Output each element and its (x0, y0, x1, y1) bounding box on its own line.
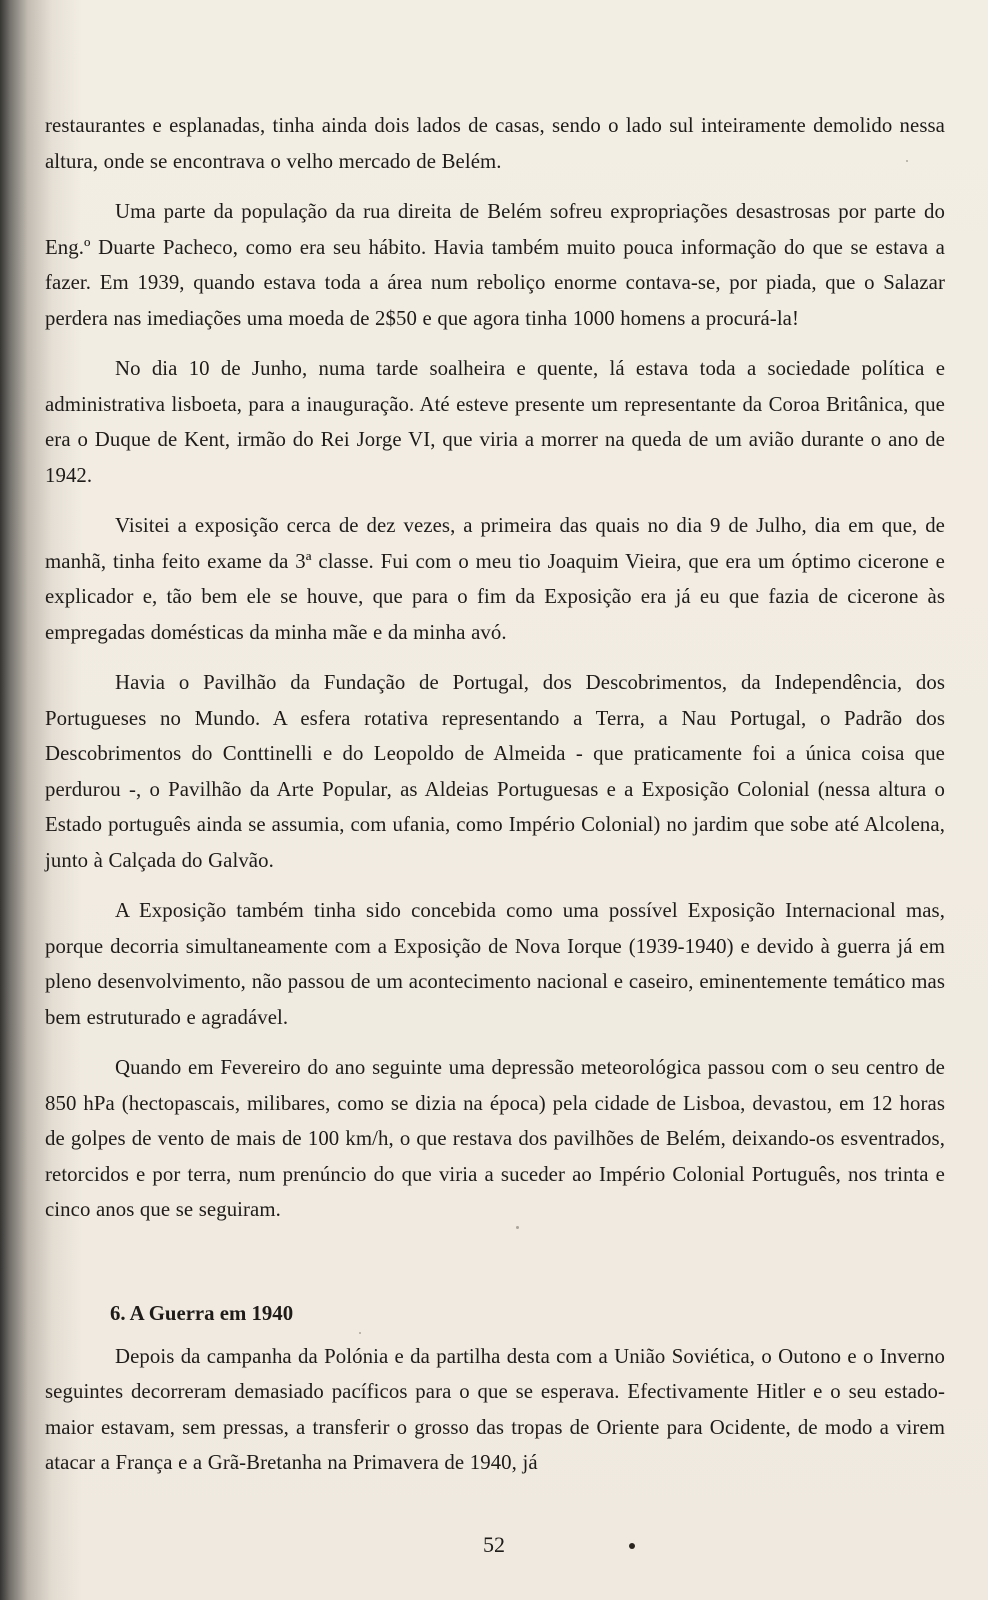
paragraph-storm: Quando em Fevereiro do ano seguinte uma depressão meteorológica passou com o seu centro de 850 hPa (hectopascais, milibares, como se dizia na época) pela cidade de Lisboa, devastou, em 12 horas de golpes de vento de mais de 100 km/h, o que restava dos pavilhões de Belém, deixando-os esventrados, retorcidos e por terra, num prenúncio do que viria a suceder ao Império Colonial Português, nos trinta e cinco anos que se seguiram. (45, 1056, 945, 1221)
paper-speck (359, 1332, 361, 1334)
paragraph-continuation: restaurantes e esplanadas, tinha ainda dois lados de casas, sendo o lado sul inteiramente demolido nessa altura, onde se encontrava o velho mercado de Belém. (45, 114, 945, 173)
paragraph-war-1940: Depois da campanha da Polónia e da partilha desta com a União Soviética, o Outono e o Inverno seguintes decorreram demasiado pacíficos para o que se esperava. Efectivamente Hitler e o seu estado-maior estavam, sem pressas, a transferir o grosso das tropas de Oriente para Ocidente, de modo a virem atacar a França e a Grã-Bretanha na Primavera de 1940, já (45, 1344, 945, 1474)
paragraph-inauguration: No dia 10 de Junho, numa tarde soalheira e quente, lá estava toda a sociedade política e administrativa lisboeta, para a inauguração. Até esteve presente um representante da Coroa Britânica, que era o Duque de Kent, irmão do Rei Jorge VI, que viria a morrer na queda de um avião durante o ano de 1942. (45, 357, 945, 487)
paragraph-expropriations: Uma parte da população da rua direita de Belém sofreu expropriações desastrosas por parte do Eng.º Duarte Pacheco, como era seu hábito. Havia também muito pouca informação do que se estava a fazer. Em 1939, quando estava toda a área num reboliço enorme contava-se, por piada, que o Salazar perdera nas imediações uma moeda de 2$50 e que agora tinha 1000 homens a procurá-la! (45, 200, 945, 330)
paragraph-visits: Visitei a exposição cerca de dez vezes, a primeira das quais no dia 9 de Julho, dia em que, de manhã, tinha feito exame da 3ª classe. Fui com o meu tio Joaquim Vieira, que era um óptimo cicerone e explicador e, tão bem ele se houve, que para o fim da Exposição era já eu que fazia de cicerone às empregadas domésticas da minha mãe e da minha avó. (45, 514, 945, 644)
section-heading: 6. A Guerra em 1940 (110, 1301, 294, 1325)
paragraph-pavilions: Havia o Pavilhão da Fundação de Portugal, dos Descobrimentos, da Independência, dos Portugueses no Mundo. A esfera rotativa representando a Terra, a Nau Portugal, o Padrão dos Descobrimentos do Conttinelli e do Leopoldo de Almeida - que praticamente foi a única coisa que perdurou -, o Pavilhão da Arte Popular, as Aldeias Portuguesas e a Exposição Colonial (nessa altura o Estado português ainda se assumia, com ufania, como Império Colonial) no jardim que sobe até Alcolena, junto à Calçada do Galvão. (45, 671, 945, 872)
paper-speck (516, 1226, 519, 1229)
paper-speck (906, 160, 908, 162)
ink-dot-mark (629, 1543, 635, 1549)
page-body (45, 108, 945, 1474)
page-number: 52 (483, 1532, 505, 1557)
paragraph-international: A Exposição também tinha sido concebida como uma possível Exposição Internacional mas, porque decorria simultaneamente com a Exposição de Nova Iorque (1939-1940) e devido à guerra já em pleno desenvolvimento, não passou de um acontecimento nacional e caseiro, eminentemente temático mas bem estruturado e agradável. (45, 899, 945, 1029)
